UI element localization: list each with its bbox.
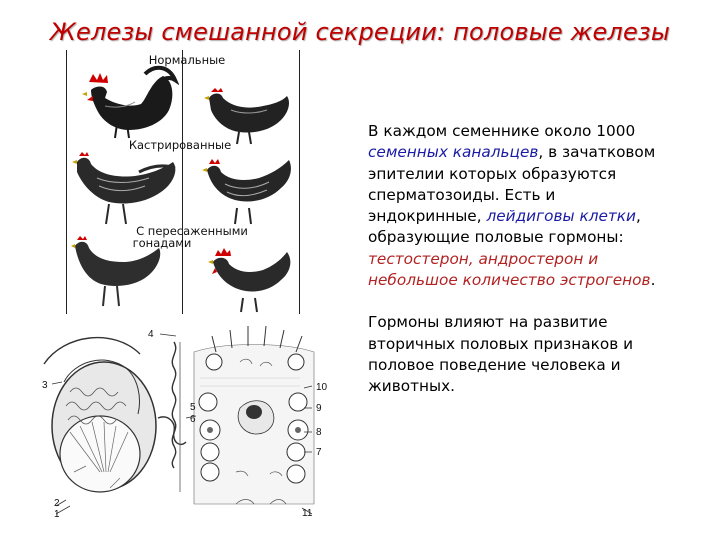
text-part: , образующие половые гормоны: [368,207,641,247]
description-text [368,121,668,398]
testis-anatomy-figure [40,322,340,530]
rooster-normal-image [71,56,179,140]
term-seminiferous-tubules: семенных канальцев [368,143,539,162]
anatomy-number-3: 3 [42,380,48,391]
hen-normal-image [201,80,297,146]
testis-illustration [44,338,186,492]
anatomy-number-11: 11 [302,508,313,519]
text-part: , в зачатковом эпителии которых образуются сперматозоиды. Есть и эндокринные, [368,143,656,226]
label-normal: Нормальные [148,53,226,67]
anatomy-number-10: 10 [316,382,328,393]
anatomy-number-7: 7 [316,447,322,458]
anatomy-number-9: 9 [316,403,322,414]
label-gonads: гонадами [132,236,192,250]
slide-title: Железы смешанной секреции: половые железы [49,18,671,46]
anatomy-number-5: 5 [190,402,196,413]
tubule-section-illustration [190,326,316,510]
panel-divider [182,50,183,314]
text-part: В каждом семеннике около 1000 [368,122,636,140]
anatomy-number-1: 1 [54,509,60,520]
anatomy-number-8: 8 [316,427,322,438]
paragraph-testes [368,121,668,291]
rooster-castrated-image [69,148,181,230]
term-hormones: тестостерон, андростерон и небольшое количество эстрогенов [368,249,651,290]
paragraph-hormones-effect: Гормоны влияют на развитие вторичных половых признаков и половое поведение человека и животных. [368,313,634,396]
term-leydig-cells: лейдиговы клетки [486,207,636,226]
chicken-comparison-figure [66,50,300,314]
label-castrated: Кастрированные [128,138,232,152]
anatomy-number-6: 6 [190,414,196,425]
label-transplanted: С пересаженными [136,224,248,238]
bird-transplanted-right-image [207,246,299,314]
text-part: . [650,271,656,290]
anatomy-number-4: 4 [148,329,154,340]
anatomy-number-2: 2 [54,498,60,509]
hen-castrated-image [199,154,297,230]
